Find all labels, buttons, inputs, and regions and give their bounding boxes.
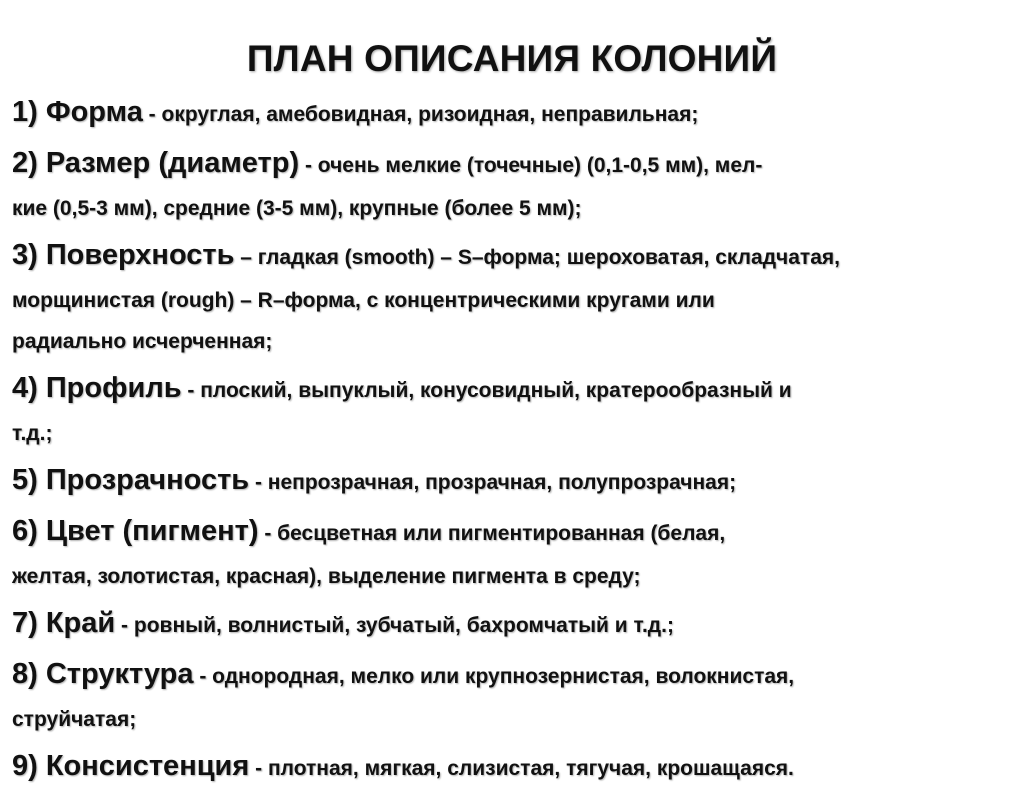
item-description: - непрозрачная, прозрачная, полупрозрачная; [249, 471, 737, 494]
item-description-continued: кие (0,5-3 мм), средние (3-5 мм), крупные (более 5 мм); [12, 197, 582, 220]
item-description-continued: струйчатая; [12, 708, 137, 731]
item-term: 4) Профиль [12, 372, 182, 404]
item-line [12, 460, 1012, 505]
slide-title: ПЛАН ОПИСАНИЯ КОЛОНИЙ [246, 38, 778, 79]
list-item-consistency [12, 746, 1012, 791]
item-description-continued: морщинистая (rough) – R–форма, с концентрическими кругами или [12, 289, 715, 312]
item-description: - плоский, выпуклый, конусовидный, кратерообразный и [181, 379, 792, 402]
list-item-transparency [12, 460, 1012, 505]
item-line [12, 235, 1012, 280]
item-description: - округлая, амебовидная, ризоидная, неправильная; [142, 103, 699, 126]
item-line [12, 92, 1012, 137]
item-term: 3) Поверхность [12, 239, 235, 271]
item-term: 8) Структура [12, 658, 194, 690]
list-item-size [12, 143, 1012, 229]
item-line [12, 511, 1012, 556]
item-term: 5) Прозрачность [12, 464, 250, 496]
item-description: - очень мелкие (точечные) (0,1-0,5 мм), мел- [299, 154, 763, 177]
item-term: 9) Консистенция [12, 750, 250, 782]
item-term: 6) Цвет (пигмент) [12, 515, 259, 547]
description-plan-list [12, 92, 1012, 797]
item-description: – гладкая (smooth) – S–форма; шероховатая, складчатая, [234, 246, 840, 269]
item-description: - ровный, волнистый, зубчатый, бахромчатый и т.д.; [115, 614, 674, 637]
item-description: - однородная, мелко или крупнозернистая, волокнистая, [193, 665, 795, 688]
item-line [12, 746, 1012, 791]
item-line [12, 603, 1012, 648]
item-term: 2) Размер (диаметр) [12, 147, 300, 179]
item-line [12, 143, 1012, 188]
item-description: - плотная, мягкая, слизистая, тягучая, крошащаяся. [249, 757, 794, 780]
item-description-continued: радиально исчерченная; [12, 330, 273, 353]
list-item-color [12, 511, 1012, 597]
list-item-edge [12, 603, 1012, 648]
list-item-form [12, 92, 1012, 137]
list-item-structure [12, 654, 1012, 740]
item-description-continued: т.д.; [12, 422, 53, 445]
item-line [12, 368, 1012, 413]
list-item-profile [12, 368, 1012, 454]
item-description-continued: желтая, золотистая, красная), выделение пигмента в среду; [12, 565, 641, 588]
item-line [12, 654, 1012, 699]
list-item-surface [12, 235, 1012, 362]
item-term: 7) Край [12, 607, 116, 639]
item-term: 1) Форма [12, 96, 143, 128]
item-description: - бесцветная или пигментированная (белая, [258, 522, 726, 545]
